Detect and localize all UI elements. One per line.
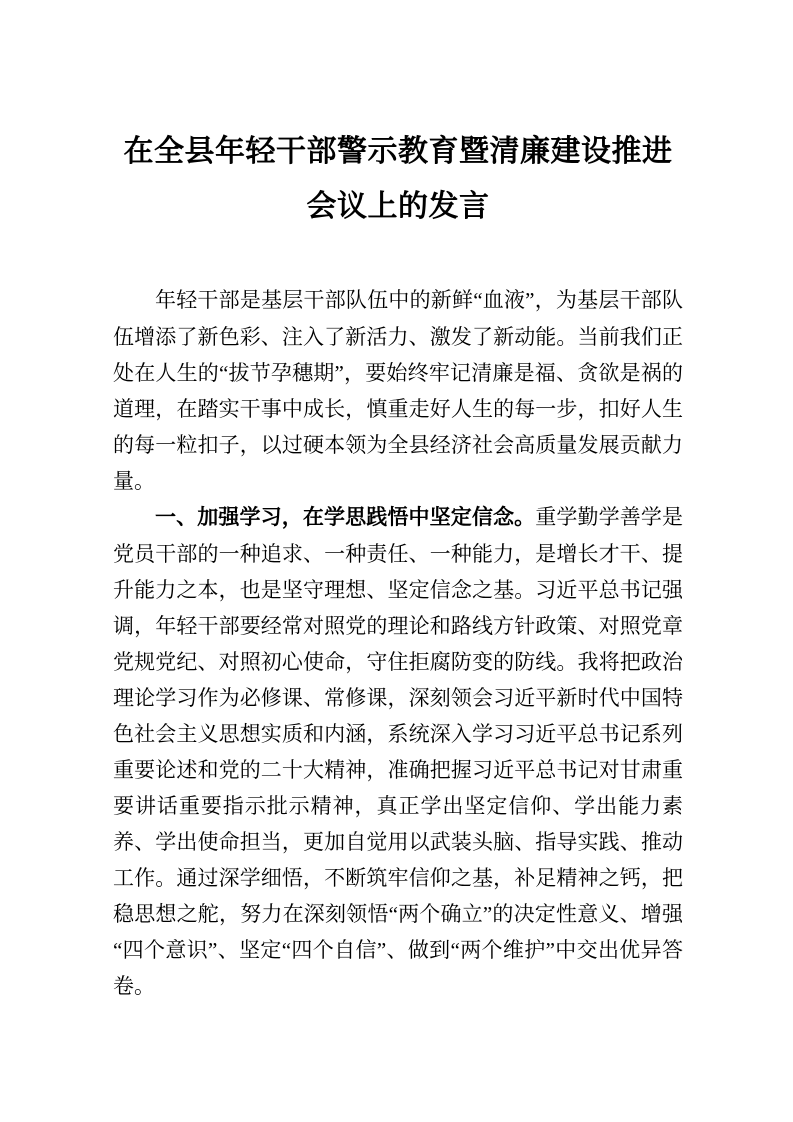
paragraph-intro [113,282,683,499]
document-body [113,282,683,1004]
document-title-line-1: 在全县年轻干部警示教育暨清廉建设推进 [123,135,673,168]
paragraph-intro-text: 年轻干部是基层干部队伍中的新鲜“血液”，为基层干部队伍增添了新色彩、注入了新活力、激发了新动能。当前我们正处在人生的“拔节孕穗期”，要始终牢记清廉是福、贪欲是祸的道理，在踏实干事中成长，慎重走好人生的每一步，扣好人生的每一粒扣子，以过硬本领为全县经济社会高质量发展贡献力量。 [113,288,683,493]
paragraph-section-1 [113,499,683,1004]
document-title [113,124,683,234]
paragraph-section-1-heading: 一、加强学习，在学思践悟中坚定信念。 [155,506,536,529]
document-title-line-2: 会议上的发言 [306,190,490,223]
paragraph-section-1-text: 重学勤学善学是党员干部的一种追求、一种责任、一种能力，是增长才干、提升能力之本，也是坚守理想、坚定信念之基。习近平总书记强调，年轻干部要经常对照党的理论和路线方针政策、对照党章党规党纪、对照初心使命，守住拒腐防变的防线。我将把政治理论学习作为必修课、常修课，深刻领会习近平新时代中国特色社会主义思想实质和内涵，系统深入学习习近平总书记系列重要论述和党的二十大精神，准确把握习近平总书记对甘肃重要讲话重要指示批示精神，真正学出坚定信仰、学出能力素养、学出使命担当，更加自觉用以武装头脑、指导实践、推动工作。通过深学细悟，不断筑牢信仰之基，补足精神之钙，把稳思想之舵，努力在深刻领悟“两个确立”的决定性意义、增强“四个意识”、坚定“四个自信”、做到“两个维护”中交出优异答卷。 [113,505,683,998]
